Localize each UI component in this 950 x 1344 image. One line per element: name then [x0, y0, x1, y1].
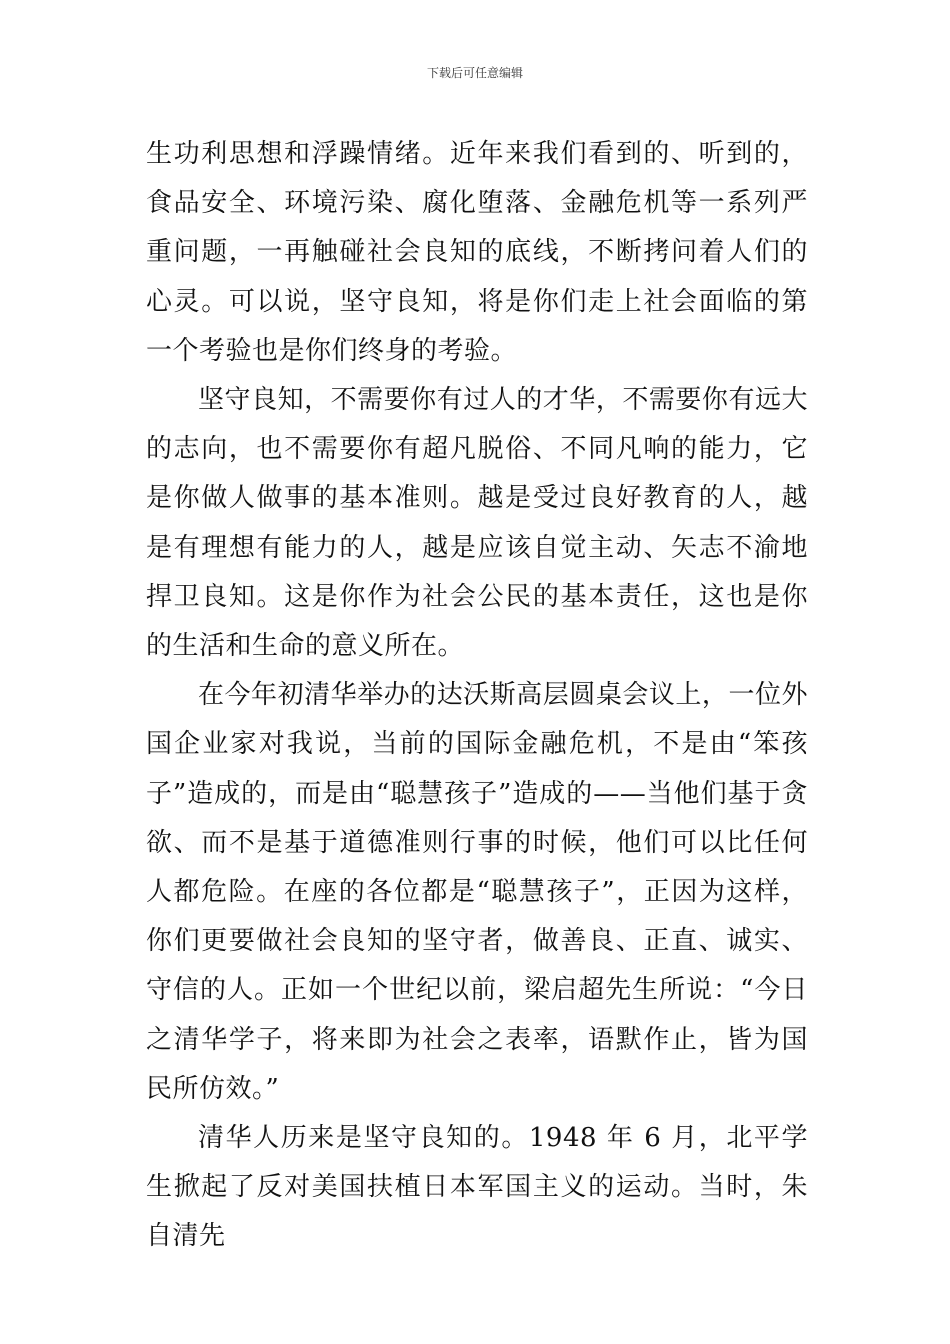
page-header: 下载后可任意编辑 — [426, 66, 523, 80]
paragraph-4: 清华人历来是坚守良知的。1948 年 6 月，北平学生掀起了反对美国扶植日本军国主义的运动。当时，朱自清先 — [146, 1123, 808, 1252]
paragraph-3: 在今年初清华举办的达沃斯高层圆桌会议上，一位外国企业家对我说，当前的国际金融危机，不是由“笨孩子”造成的，而是由“聪慧孩子”造成的——当他们基于贪欲、而不是基于道德准则行事的时候，他们可以比任何人都危险。在座的各位都是“聪慧孩子”，正因为这样，你们更要做社会良知的坚守者，做善良、正直、诚实、守信的人。正如一个世纪以前，梁启超先生所说：“今日之清华学子，将来即为社会之表率，语默作止，皆为国民所仿效。” — [146, 680, 808, 1104]
document-body — [146, 130, 808, 1262]
paragraph-2: 坚守良知，不需要你有过人的才华，不需要你有远大的志向，也不需要你有超凡脱俗、不同凡响的能力，它是你做人做事的基本准则。越是受过良好教育的人，越是有理想有能力的人，越是应该自觉主动、矢志不渝地捍卫良知。这是你作为社会公民的基本责任，这也是你的生活和生命的意义所在。 — [146, 385, 808, 662]
paragraph-1: 生功利思想和浮躁情绪。近年来我们看到的、听到的，食品安全、环境污染、腐化堕落、金融危机等一系列严重问题，一再触碰社会良知的底线，不断拷问着人们的心灵。可以说，坚守良知，将是你们走上社会面临的第一个考验也是你们终身的考验。 — [146, 139, 808, 366]
